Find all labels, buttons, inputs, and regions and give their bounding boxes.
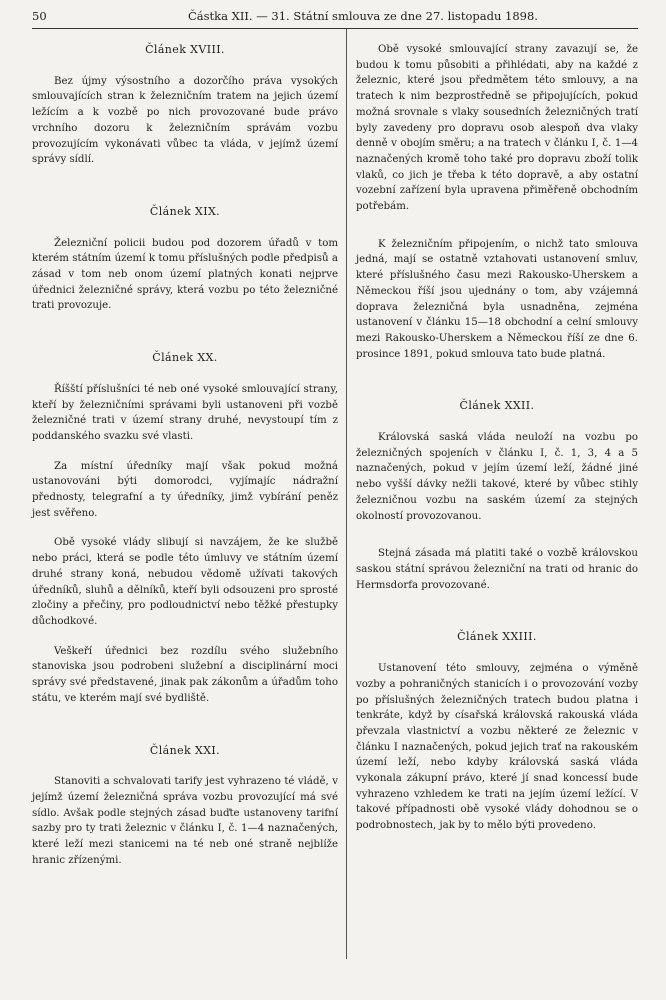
- paragraph: K železničním připojením, o nichž tato smlouva jedná, mají se ostatně vztahovati ustanovení smluv, které příslušného času mezi Rakousko-Uherskem a Německou říší jsou ujednány o tom, aby vzájemná doprava železničná byla usnadněna, zejména ustanovení v článku 15—18 obchodní a celní smlouvy mezi Rakousko-Uherskem a Německou říší ze dne 6. prosince 1891, pokud smlouva tato bude platná.: [356, 238, 638, 360]
- page-number: 50: [32, 9, 47, 23]
- left-column: [32, 42, 338, 868]
- running-title: Částka XII. — 31. Státní smlouva ze dne 27. listopadu 1898.: [188, 9, 538, 23]
- article-heading: Článek XXIII.: [457, 630, 537, 644]
- paragraph: Stejná zásada má platiti také o vozbě královskou saskou státní správou železniční na trati od hranic do Hermsdorfa provozované.: [356, 548, 638, 591]
- header-rule: [32, 28, 638, 29]
- paragraph: Říšští příslušníci té neb oné vysoké smlouvající strany, kteří by železničními správami byli ustanoveni při vozbě železničné trati v území strany druhé, nevystoupí tím z poddanského svazku své vlasti.: [32, 383, 338, 442]
- article-heading: Článek XIX.: [149, 204, 221, 218]
- paragraph: Stanoviti a schvalovati tarify jest vyhrazeno té vládě, v jejímž území železničná správa vozbu provozující má své sídlo. Avšak podle stejných zásad buďte ustanoveny tarifní sazby pro ty trati železnic v článku I, č. 1—4 naznačených, které leží mezi stanicemi na té neb oné straně nejblíže hranic zřízenými.: [32, 776, 338, 866]
- article-heading: Článek XXI.: [149, 743, 221, 757]
- paragraph: Železniční policii budou pod dozorem úřadů v tom kterém státním území k tomu příslušných podle předpisů a zásad v tom neb onom území platných konati nejprve úřednici železničné správy, která vozbu po této železničné trati provozuje.: [32, 237, 338, 312]
- paragraph: Veškeří úřednici bez rozdílu svého služebního stanoviska jsou podrobeni služební a disciplinární moci správy své představené, jinak pak zákonům a úřadům toho státu, ve kterém mají své bydliště.: [32, 645, 338, 704]
- paragraph: Bez újmy výsostního a dozorčího práva vysokých smlouvajících stran k železničním tratem na jejich území ležícím a k vozbě po nich provozované bude právo vrchního dozoru k železničním správám vozbu provozujícím vykonávati vůbec ta vláda, v jejímž území správy sídlí.: [32, 75, 338, 166]
- page-header: [32, 9, 638, 25]
- article-heading: Článek XVIII.: [145, 43, 225, 56]
- paragraph: Obě vysoké vlády slibují si navzájem, že ke službě nebo práci, která se podle této úmluvy ve státním území druhé strany koná, nebudou vědomě užívati takových úředníků, sluhů a dělníků, kteří byli odsouzeni pro sprosté zločiny a přečiny, pro podloudnictví nebo těžké přestupky důchodkové.: [32, 537, 338, 627]
- column-divider: [346, 29, 347, 959]
- right-column: [356, 42, 638, 834]
- paragraph: Za místní úředníky mají však pokud možná ustanovováni býti domorodci, vyjímajíc nádražní přednosty, telegrafní a ty úředníky, jimž vybírání peněz jest svěřeno.: [32, 460, 338, 519]
- article-heading: Článek XXII.: [459, 399, 535, 413]
- article-heading: Článek XX.: [152, 351, 218, 365]
- paragraph: Obě vysoké smlouvající strany zavazují se, že budou k tomu působiti a přihlédati, aby na každé z železnic, které jsou předmětem této smlouvy, a na tratech k nim bezprostředně se připojujících, pokud možná srovnale s vlaky sousedních železničných tratí byly zavedeny pro dopravu osob alespoň dva vlaky denně v obojím směru; a na tratech v článku I, č. 1—4 naznačených kromě toho také pro dopravu zboží tolik vlaků, co jich je třeba k této dopravě, a aby ostatní vozební zařízení byla upravena přiměřeně obchodním potřebám.: [356, 44, 638, 213]
- paragraph: Královská saská vláda neuloží na vozbu po železničných spojeních v článku I, č. 1, 3, 4 a 5 naznačených, pokud v jejím území leží, žádné jiné nebo vyšší dávky nežli takové, které by vůbec stihly železničnou vozbu na saském území za stejných okolností provozovanou.: [356, 432, 638, 522]
- paragraph: Ustanovení této smlouvy, zejména o výměně vozby a pohraničných stanicích i o provozování vozby po příslušných železničných tratech budou platna i tenkráte, když by císařská královská rakouská vláda převzala vlastnictví a vozbu některé ze železnic v článku I naznačených, pokud jejich trať na rakouském území leží, nebo kdyby královská saská vláda vykonala zákupní právo, které jí snad koncessí bude vyhrazeno vzhledem ke trati na jejím území ležící. V takové případnosti obě vysoké vlády dohodnou se o podrobnostech, jak by to mělo býti provedeno.: [356, 663, 638, 832]
